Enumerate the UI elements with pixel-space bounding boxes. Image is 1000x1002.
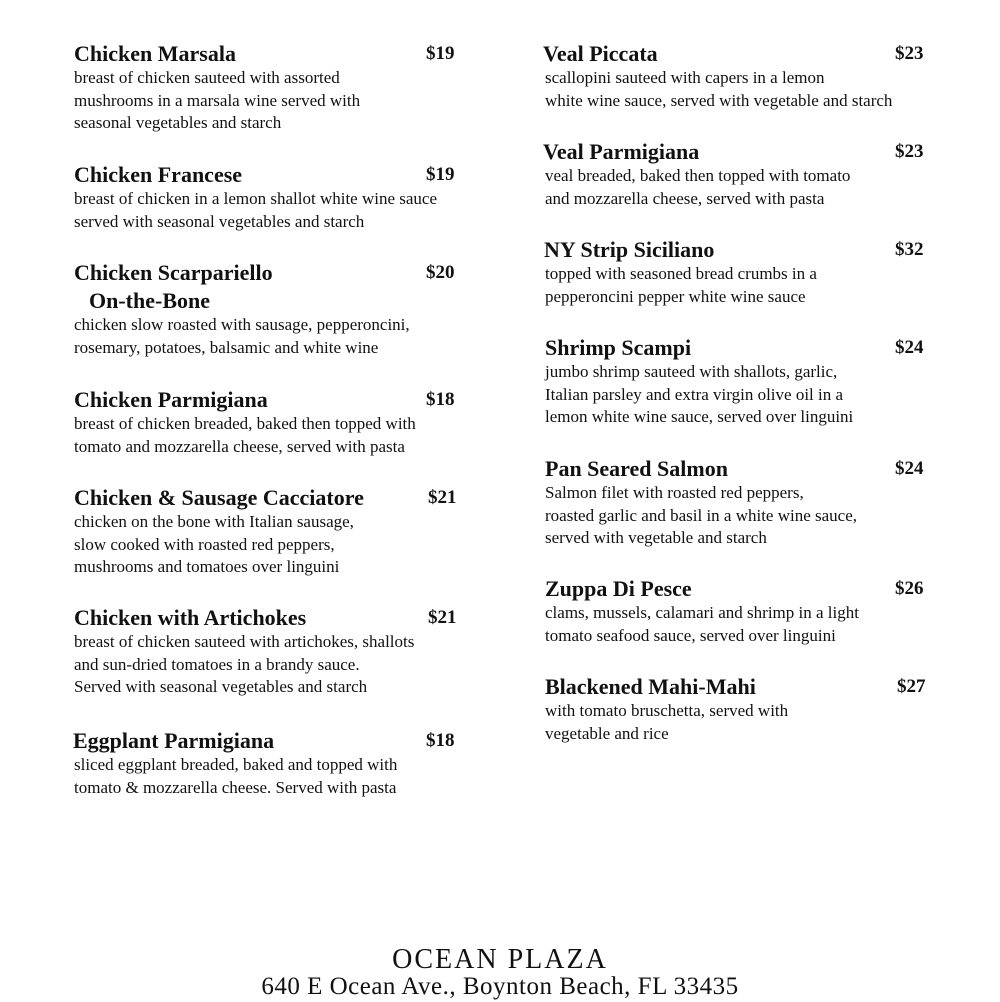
item-desc-line: breast of chicken sauteed with assorted — [74, 68, 340, 87]
item-desc-line: tomato and mozzarella cheese, served with pasta — [74, 436, 405, 456]
item-desc-line: rosemary, potatoes, balsamic and white wine — [74, 337, 379, 357]
item-desc-line: roasted garlic and basil in a white wine sauce, — [545, 505, 858, 525]
item-desc-line: clams, mussels, calamari and shrimp in a light — [545, 603, 859, 622]
item-desc-line: served with seasonal vegetables and starch — [74, 211, 365, 231]
item-desc-line: tomato & mozzarella cheese. Served with pasta — [74, 777, 397, 797]
item-price: $19 — [426, 164, 455, 185]
item-price: $19 — [426, 43, 455, 64]
item-desc-line: served with vegetable and starch — [545, 528, 767, 548]
item-desc-line: vegetable and rice — [545, 723, 669, 743]
item-desc-line: chicken slow roasted with sausage, pepperoncini, — [74, 315, 410, 334]
item-name: Chicken Scarpariello — [74, 260, 273, 285]
item-desc-line: with tomato bruschetta, served with — [545, 701, 789, 720]
item-desc-line: veal breaded, baked then topped with tomato — [545, 166, 851, 185]
menu-item-zuppa-di-pesce — [545, 576, 924, 647]
item-name: Eggplant Parmigiana — [73, 728, 275, 753]
menu-item-shrimp-scampi — [545, 335, 924, 429]
item-name: Zuppa Di Pesce — [545, 576, 692, 601]
item-name-line2: On-the-Bone — [89, 288, 210, 313]
menu-item-chicken-sausage-cacciatore — [74, 485, 457, 579]
item-price: $32 — [895, 239, 924, 260]
item-desc-line: lemon white wine sauce, served over linguini — [545, 407, 854, 427]
item-name: Veal Piccata — [543, 41, 658, 66]
menu-item-chicken-with-artichokes — [74, 605, 457, 699]
menu-item-ny-strip-siciliano — [544, 237, 924, 308]
item-desc-line: chicken on the bone with Italian sausage, — [74, 512, 354, 531]
item-desc-line: jumbo shrimp sauteed with shallots, garlic, — [545, 362, 838, 381]
item-price: $24 — [895, 337, 924, 358]
item-price: $24 — [895, 458, 924, 479]
menu-item-veal-piccata — [543, 41, 924, 112]
item-desc-line: scallopini sauteed with capers in a lemon — [545, 68, 825, 87]
item-desc-line: sliced eggplant breaded, baked and topped with — [74, 755, 398, 774]
menu-item-chicken-scarpariello — [74, 260, 455, 359]
item-desc-line: mushrooms in a marsala wine served with — [74, 90, 361, 110]
item-desc-line: topped with seasoned bread crumbs in a — [545, 264, 817, 283]
item-price: $18 — [426, 389, 455, 410]
footer-restaurant-name: OCEAN PLAZA — [392, 944, 608, 975]
item-desc-line: tomato seafood sauce, served over linguini — [545, 625, 836, 645]
menu-item-chicken-francese — [74, 162, 455, 233]
menu-item-veal-parmigiana — [543, 139, 924, 210]
item-desc-line: white wine sauce, served with vegetable and starch — [545, 90, 893, 110]
item-desc-line: breast of chicken sauteed with artichokes, shallots — [74, 632, 415, 651]
item-price: $21 — [428, 607, 457, 628]
item-name: NY Strip Siciliano — [544, 237, 715, 262]
item-desc-line: seasonal vegetables and starch — [74, 113, 282, 133]
item-name: Chicken Marsala — [74, 41, 236, 66]
menu-item-pan-seared-salmon — [545, 456, 924, 550]
item-price: $26 — [895, 578, 924, 599]
menu-item-blackened-mahi-mahi — [545, 674, 926, 745]
item-desc-line: slow cooked with roasted red peppers, — [74, 534, 335, 554]
item-price: $21 — [428, 487, 457, 508]
item-name: Shrimp Scampi — [545, 335, 692, 360]
item-desc-line: breast of chicken breaded, baked then topped with — [74, 414, 416, 433]
item-desc-line: and mozzarella cheese, served with pasta — [545, 188, 825, 208]
item-name: Chicken Francese — [74, 162, 243, 187]
item-desc-line: Salmon filet with roasted red peppers, — [545, 483, 804, 502]
item-price: $18 — [426, 730, 455, 751]
item-desc-line: mushrooms and tomatoes over linguini — [74, 557, 340, 577]
item-name: Pan Seared Salmon — [545, 456, 728, 481]
item-desc-line: pepperoncini pepper white wine sauce — [545, 286, 806, 306]
item-desc-line: and sun-dried tomatoes in a brandy sauce. — [74, 654, 360, 674]
item-price: $27 — [897, 676, 926, 697]
footer-address: 640 E Ocean Ave., Boynton Beach, FL 33435 — [261, 973, 739, 1000]
item-name: Veal Parmigiana — [543, 139, 700, 164]
menu-item-eggplant-parmigiana — [73, 728, 455, 799]
item-price: $23 — [895, 141, 924, 162]
item-desc-line: Italian parsley and extra virgin olive oil in a — [545, 384, 844, 404]
menu-item-chicken-parmigiana — [74, 387, 455, 458]
menu-item-chicken-marsala — [74, 41, 455, 135]
item-name: Blackened Mahi-Mahi — [545, 674, 756, 699]
item-price: $23 — [895, 43, 924, 64]
item-name: Chicken with Artichokes — [74, 605, 307, 630]
item-price: $20 — [426, 262, 455, 283]
item-name: Chicken Parmigiana — [74, 387, 268, 412]
item-name: Chicken & Sausage Cacciatore — [74, 485, 364, 510]
item-desc-line: Served with seasonal vegetables and starch — [74, 677, 368, 697]
item-desc-line: breast of chicken in a lemon shallot white wine sauce — [74, 189, 438, 208]
